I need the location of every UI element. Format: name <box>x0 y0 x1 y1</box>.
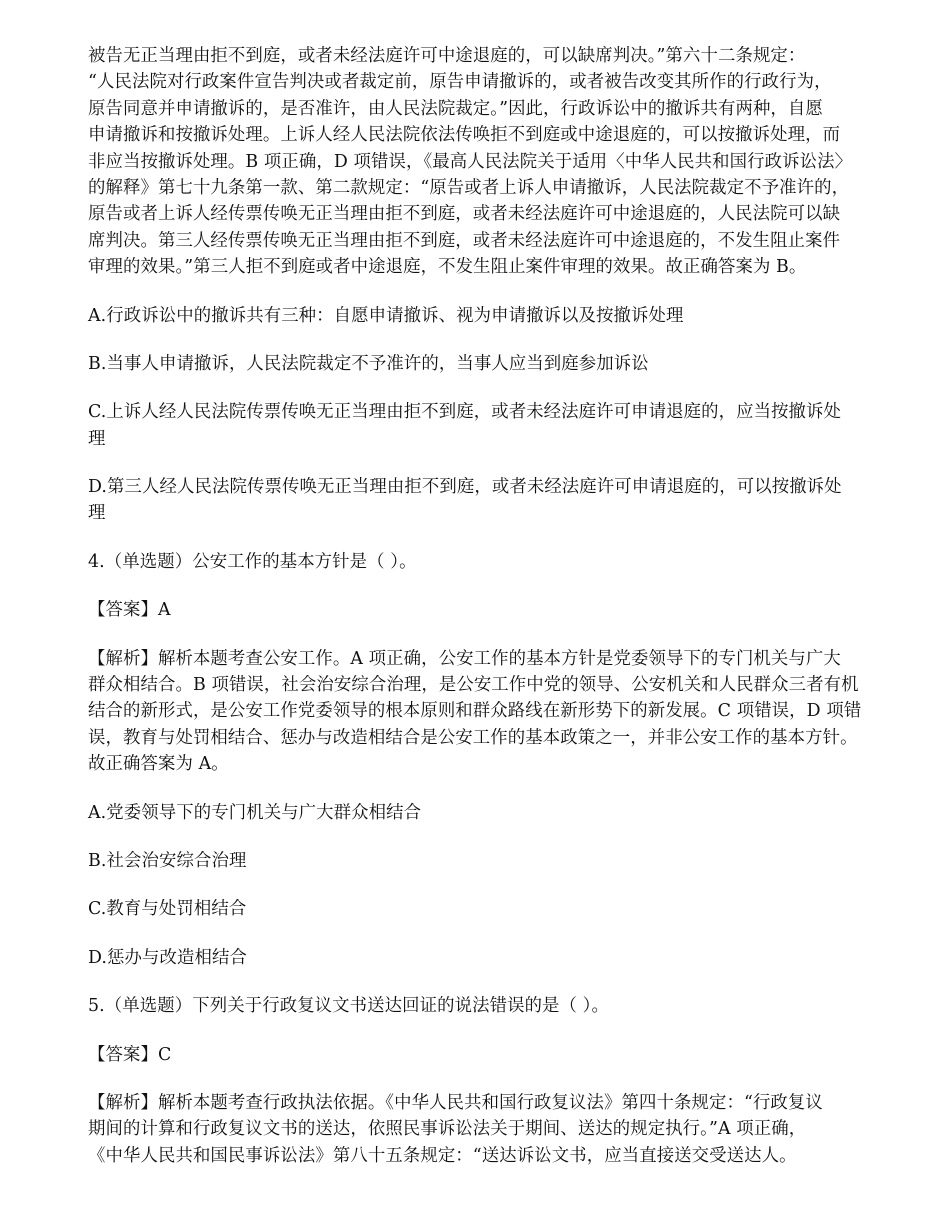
option-text: D.第三人经人民法院传票传唤无正当理由拒不到庭，或者未经法庭许可申请退庭的，可以按撤诉处 <box>88 477 842 498</box>
answer-text: 【答案】A <box>88 600 171 621</box>
option-text: A.党委领导下的专门机关与广大群众相结合 <box>88 802 422 823</box>
text-line: 误，教育与处罚相结合、惩办与改造相结合是公安工作的基本政策之一，并非公安工作的基本方针。 <box>88 727 858 748</box>
option-text: 理 <box>88 428 106 449</box>
text-line: 原告同意并申请撤诉的，是否准许，由人民法院裁定。”因此，行政诉讼中的撤诉共有两种，自愿 <box>88 98 823 119</box>
text-line: 【解析】解析本题考查公安工作。A 项正确，公安工作的基本方针是党委领导下的专门机关与广大 <box>88 648 841 669</box>
explanation-tail-paragraph <box>88 43 912 281</box>
text-line: 【解析】解析本题考查行政执法依据。《中华人民共和国行政复议法》第四十条规定：“行政复议 <box>88 1092 823 1113</box>
text-line: 申请撤诉和按撤诉处理。上诉人经人民法院依法传唤拒不到庭或中途退庭的，可以按撤诉处理，而 <box>88 125 841 146</box>
explanation-5 <box>88 1090 912 1169</box>
option-text: B.社会治安综合治理 <box>88 850 247 871</box>
option-a <box>88 303 912 329</box>
text-line: 席判决。第三人经传票传唤无正当理由拒不到庭，或者未经法庭许可中途退庭的，不发生阻止案件 <box>88 230 841 251</box>
question-5 <box>88 993 912 1019</box>
option-text: D.惩办与改造相结合 <box>88 947 247 968</box>
option-b <box>88 351 912 377</box>
option-text: C.教育与处罚相结合 <box>88 899 247 920</box>
text-line: 审理的效果。”第三人拒不到庭或者中途退庭，不发生阻止案件审理的效果。故正确答案为 B。 <box>88 257 807 278</box>
text-line: “人民法院对行政案件宣告判决或者裁定前，原告申请撤诉的，或者被告改变其所作的行政行为， <box>88 72 832 93</box>
text-line: 原告或者上诉人经传票传唤无正当理由拒不到庭，或者未经法庭许可中途退庭的，人民法院可以缺 <box>88 204 841 225</box>
option-d <box>88 474 912 527</box>
text-line: 期间的计算和行政复议文书的送达，依照民事诉讼法关于期间、送达的规定执行。”A 项正确， <box>88 1119 807 1140</box>
text-line: 非应当按撤诉处理。B 项正确，D 项错误，《最高人民法院关于适用〈中华人民共和国行政诉讼法〉 <box>88 151 853 172</box>
text-line: 被告无正当理由拒不到庭，或者未经法庭许可中途退庭的，可以缺席判决。”第六十二条规定： <box>88 46 806 66</box>
explanation-4 <box>88 646 912 778</box>
question-text: 5.（单选题）下列关于行政复议文书送达回证的说法错误的是（ ）。 <box>88 996 609 1017</box>
question-4 <box>88 549 912 575</box>
answer-5 <box>88 1042 912 1068</box>
option-a <box>88 800 912 826</box>
question-text: 4.（单选题）公安工作的基本方针是（ ）。 <box>88 551 417 572</box>
text-line: 结合的新形式，是公安工作党委领导的根本原则和群众路线在新形势下的新发展。C 项错误，D 项错 <box>88 701 862 722</box>
option-text: A.行政诉讼中的撤诉共有三种：自愿申请撤诉、视为申请撤诉以及按撤诉处理 <box>88 305 684 326</box>
option-c <box>88 399 912 452</box>
option-text: C.上诉人经人民法院传票传唤无正当理由拒不到庭，或者未经法庭许可申请退庭的，应当按撤诉处 <box>88 402 842 423</box>
option-text: B.当事人申请撤诉，人民法院裁定不予准许的，当事人应当到庭参加诉讼 <box>88 353 649 374</box>
answer-4 <box>88 597 912 623</box>
option-b <box>88 848 912 874</box>
text-line: 群众相结合。B 项错误，社会治安综合治理，是公安工作中党的领导、公安机关和人民群众三者有机 <box>88 675 859 696</box>
option-d <box>88 945 912 971</box>
answer-text: 【答案】C <box>88 1044 172 1065</box>
text-line: 《中华人民共和国民事诉讼法》第八十五条规定：“送达诉讼文书，应当直接送交受送达人。 <box>88 1145 797 1166</box>
text-line: 的解释》第七十九条第一款、第二款规定：“原告或者上诉人申请撤诉，人民法院裁定不予准许的， <box>88 177 850 198</box>
option-text: 理 <box>88 503 106 524</box>
text-line: 故正确答案为 A。 <box>88 754 229 775</box>
option-c <box>88 896 912 922</box>
